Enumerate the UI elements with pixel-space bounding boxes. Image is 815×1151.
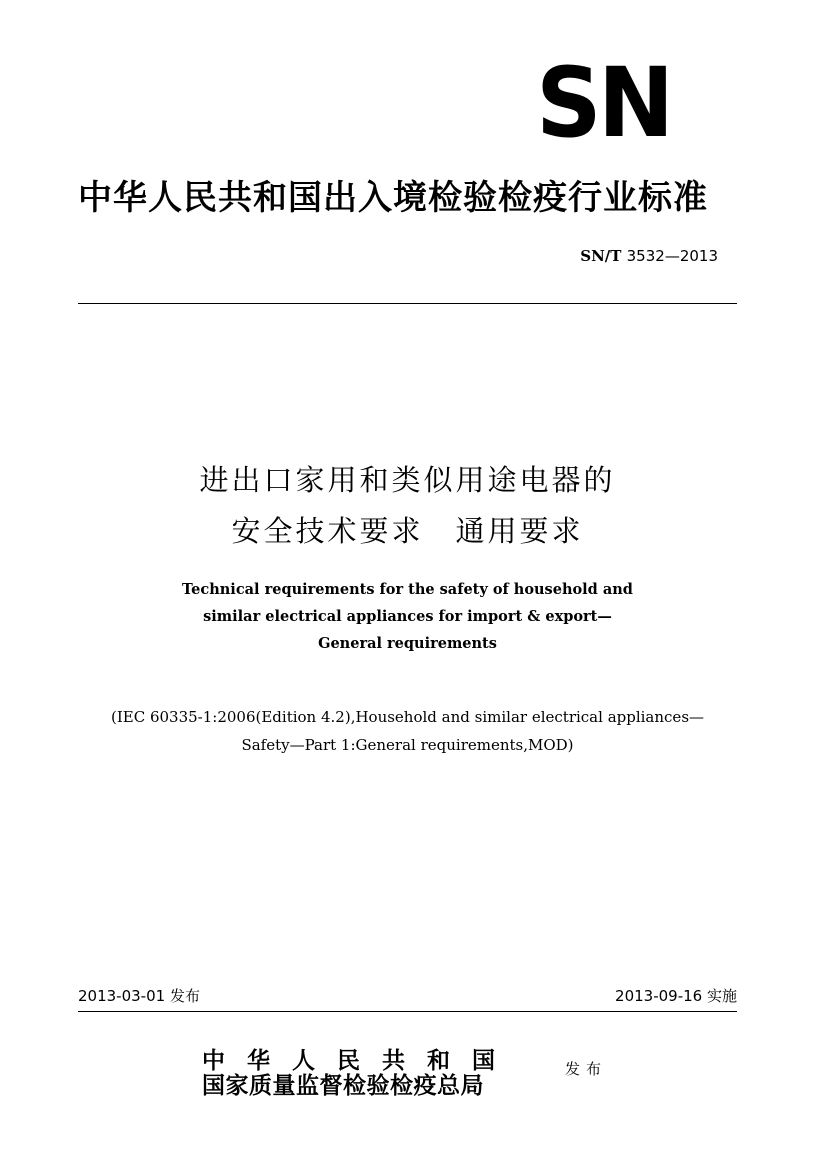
- english-title-line-1: Technical requirements for the safety of household and: [182, 581, 633, 598]
- issue-date: 2013-03-01 发布: [78, 987, 200, 1005]
- bottom-divider: [78, 1011, 737, 1012]
- chinese-title-line-2: 安全技术要求 通用要求: [231, 514, 584, 548]
- publisher-line-2: 国家质量监督检验检疫总局: [202, 1072, 484, 1099]
- english-title-line-3: General requirements: [318, 635, 497, 652]
- top-divider: [78, 303, 737, 304]
- publisher-line-1: 中华人民共和国: [202, 1047, 517, 1074]
- chinese-title-line-1: 进出口家用和类似用途电器的: [199, 463, 616, 497]
- adoption-note-line-2: Safety—Part 1:General requirements,MOD): [241, 736, 574, 754]
- adoption-note-line-1: (IEC 60335-1:2006(Edition 4.2),Household and similar electrical appliances—: [110, 708, 705, 726]
- standard-code: 3532—2013: [626, 247, 718, 265]
- english-title-line-2: similar electrical appliances for import & export—: [203, 608, 612, 625]
- standard-prefix: SN/T: [580, 247, 627, 265]
- implementation-date: 2013-09-16 实施: [615, 987, 737, 1005]
- publish-word: 发布: [565, 1060, 608, 1078]
- standard-number: [580, 247, 718, 265]
- sn-logo: SN: [536, 47, 671, 159]
- issuing-body-title: 中华人民共和国出入境检验检疫行业标准: [78, 178, 708, 218]
